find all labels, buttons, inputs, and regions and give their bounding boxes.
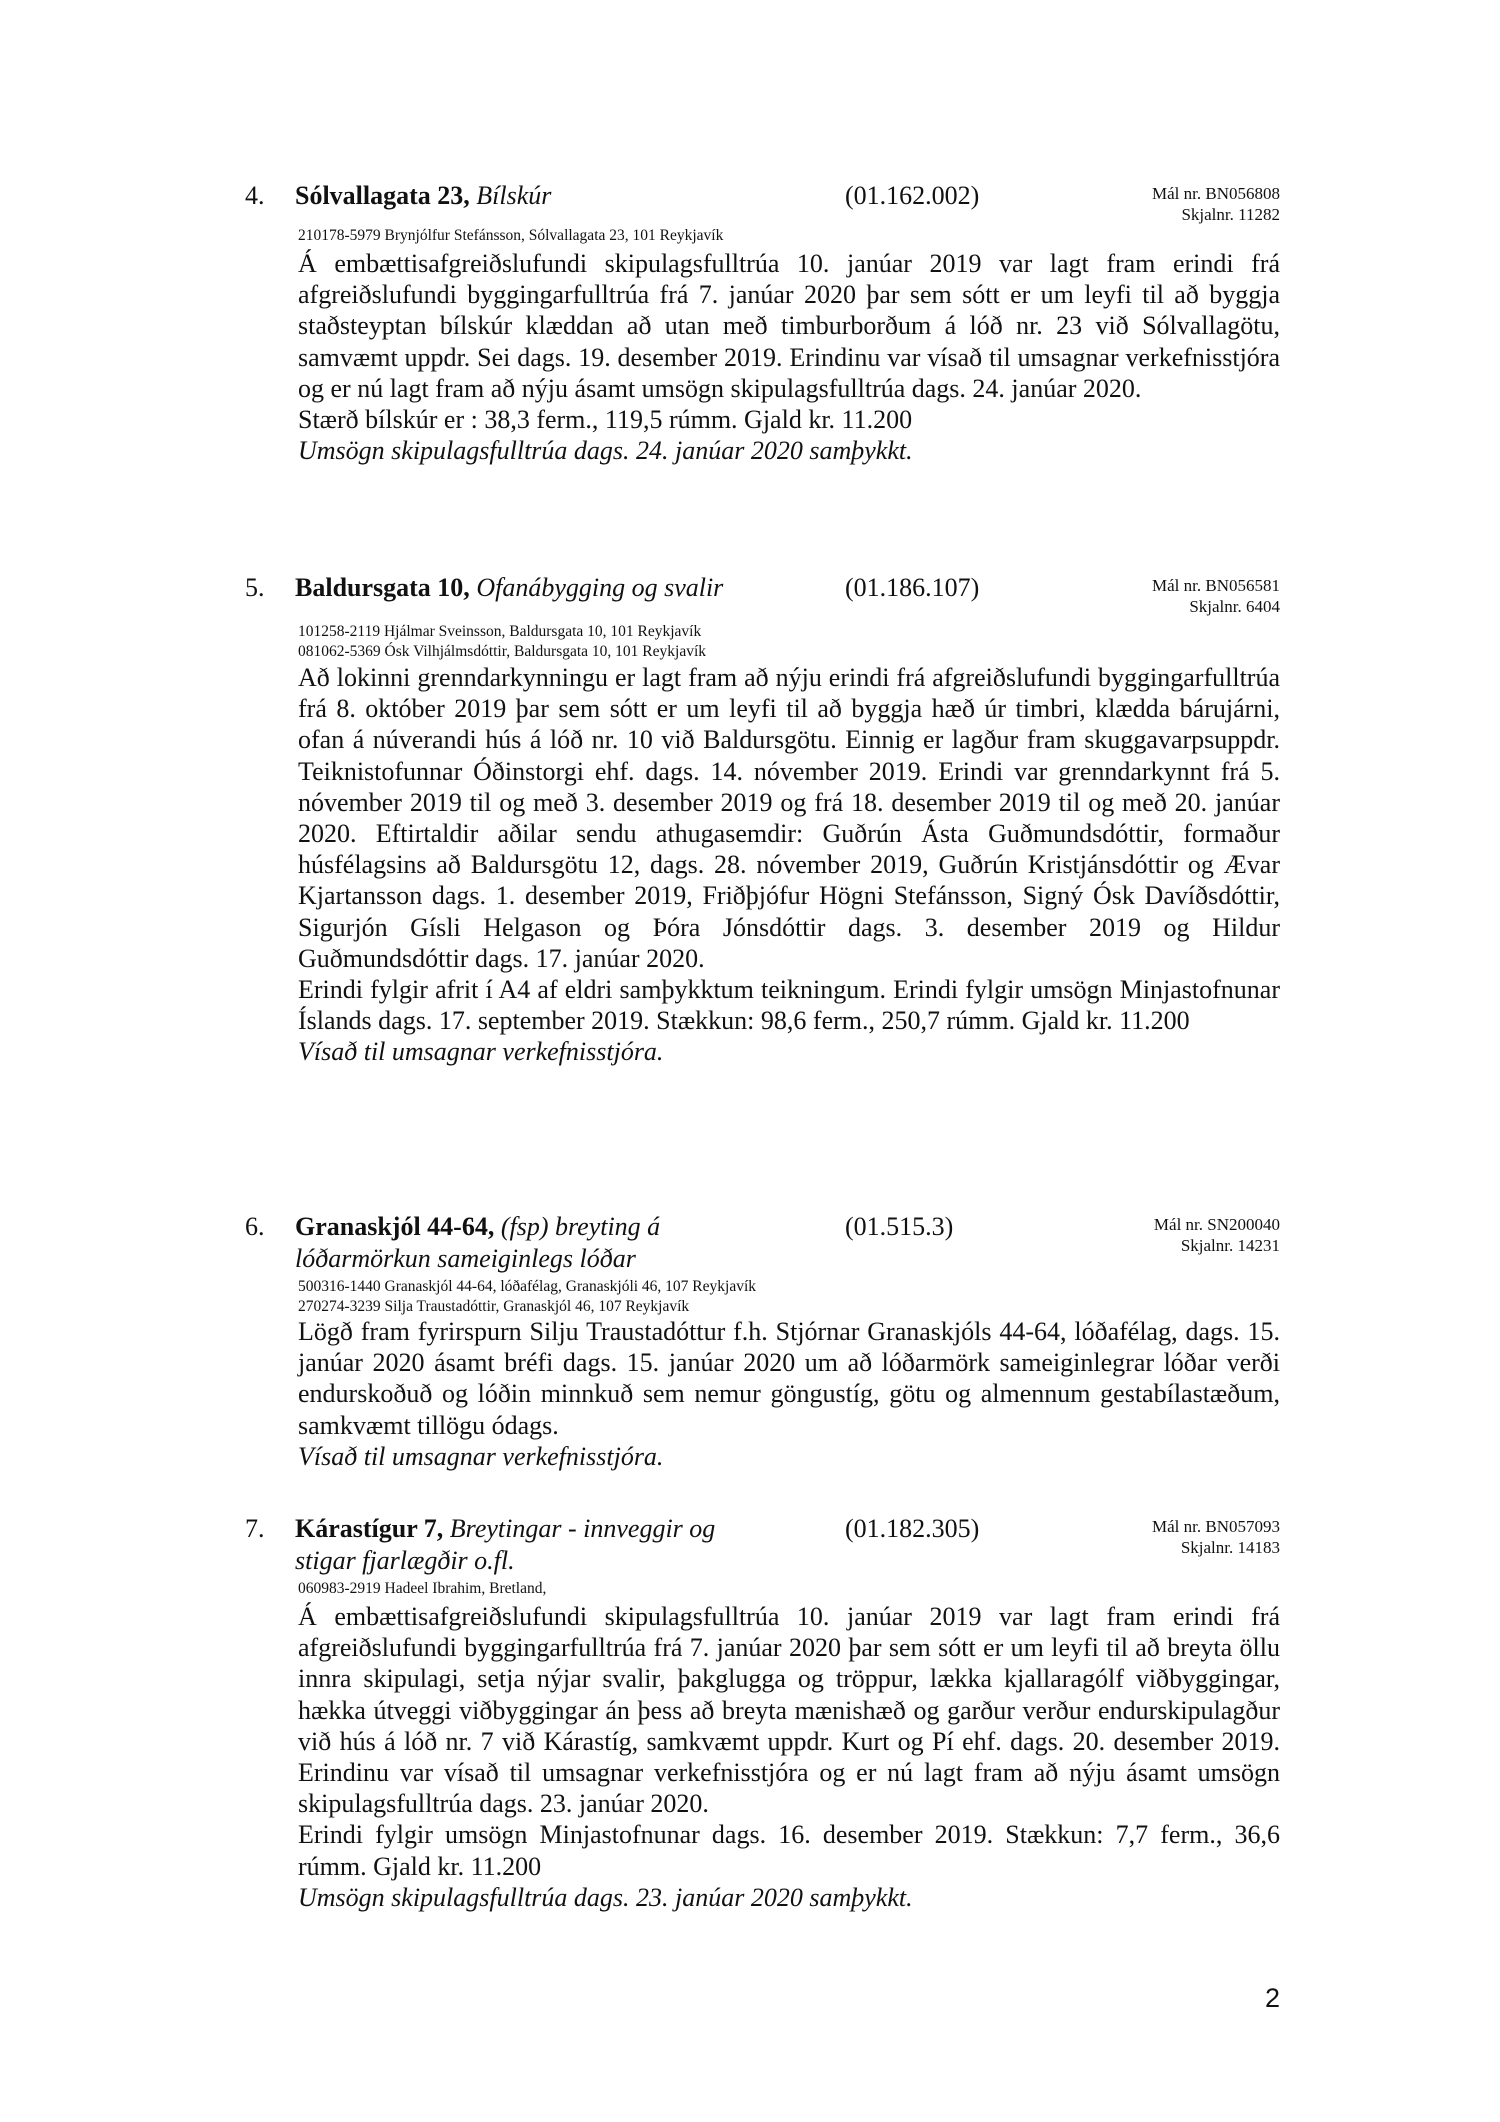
item-heading (295, 180, 815, 212)
mal-nr: Mál nr. SN200040 (1153, 1215, 1280, 1234)
owners (298, 1277, 756, 1317)
owner-line: 060983-2919 Hadeel Ibrahim, Bretland, (298, 1580, 547, 1597)
item-number: 4. (245, 181, 265, 210)
case-reference (1154, 1214, 1280, 1256)
item-address: Kárastígur 7, (295, 1514, 444, 1543)
land-code: (01.186.107) (845, 573, 980, 602)
item-number: 7. (245, 1514, 265, 1543)
item-stats: Erindi fylgir umsögn Minjastofnunar dags. 16. desember 2019. Stækkun: 7,7 ferm., 36,6 rúmm. Gjald kr. 11.200 (298, 1820, 1280, 1881)
item-text: Að lokinni grenndarkynningu er lagt fram að nýju erindi frá afgreiðslufundi byggingarfulltrúa frá 8. október 2019 þar sem sótt er um leyfi til að byggja hæð úr timbri, klædda bárujárni, ofan á núverandi hús á lóð nr. 10 við Baldursgötu. Einnig er lagður fram skuggavarpsuppdr. Teiknistofunnar Óðinstorgi ehf. dags. 14. nóvember 2019. Erindi var grenndarkynnt frá 5. nóvember 2019 til og með 3. desember 2019 og frá 18. desember 2019 til og með 20. janúar 2020. Eftirtaldir aðilar sendu athugasemdir: Guðrún Ásta Guðmundsdóttir, formaður húsfélagsins að Baldursgötu 12, dags. 28. nóvember 2019, Guðrún Kristjánsdóttir og Ævar Kjartansson dags. 1. desember 2019, Friðþjófur Högni Stefánsson, Signý Ósk Davíðsdóttir, Sigurjón Gísli Helgason og Þóra Jónsdóttir dags. 3. desember 2019 og Hildur Guðmundsdóttir dags. 17. janúar 2020. (298, 663, 1280, 973)
owners (298, 226, 723, 246)
item-text: Á embættisafgreiðslufundi skipulagsfulltrúa 10. janúar 2019 var lagt fram erindi frá afgreiðslufundi byggingarfulltrúa frá 7. janúar 2020 þar sem sótt er um leyfi til að breyta öllu innra skipulagi, setja nýjar svalir, þakglugga og tröppur, lækka kjallaragólf viðbyggingar, hækka útveggi viðbyggingar án þess að breyta mænishæð og garður verður endurskipulagður við hús á lóð nr. 7 við Kárastíg, samkvæmt uppdr. Kurt og Pí ehf. dags. 20. desember 2019. Erindinu var vísað til umsagnar verkefnisstjóra og er nú lagt fram að nýju ásamt umsögn skipulagsfulltrúa dags. 23. janúar 2020. (298, 1602, 1280, 1819)
item-text: Lögð fram fyrirspurn Silju Traustadóttur f.h. Stjórnar Granaskjóls 44-64, lóðafélag, dags. 15. janúar 2020 ásamt bréfi dags. 15. janúar 2020 um að lóðarmörk sameiginlegrar lóðar verði endurskoðuð og lóðin minnkuð sem nemur göngustíg, götu og almennum gestabílastæðum, samkvæmt tillögu ódags. (298, 1317, 1280, 1440)
item-address: Sólvallagata 23, (295, 181, 470, 210)
owner-line: 270274-3239 Silja Traustadóttir, Granaskjól 46, 107 Reykjavík (298, 1298, 690, 1315)
owner-line: 210178-5979 Brynjólfur Stefánsson, Sólvallagata 23, 101 Reykjavík (298, 227, 724, 244)
case-reference (1152, 575, 1280, 617)
case-reference (1152, 183, 1280, 225)
skjal-nr: Skjalnr. 14231 (1180, 1236, 1280, 1255)
item-subject: (fsp) breyting á lóðarmörkun sameiginlegs lóðar (295, 1212, 661, 1273)
item-decision: Umsögn skipulagsfulltrúa dags. 24. janúar 2020 samþykkt. (298, 436, 913, 466)
item-decision: Vísað til umsagnar verkefnisstjóra. (298, 1037, 664, 1067)
page-number: 2 (1264, 1983, 1280, 2013)
item-decision: Umsögn skipulagsfulltrúa dags. 23. janúar 2020 samþykkt. (298, 1882, 913, 1912)
owner-line: 500316-1440 Granaskjól 44-64, lóðafélag, Granaskjóli 46, 107 Reykjavík (298, 1278, 757, 1295)
item-heading (295, 572, 815, 604)
item-subject: Ofanábygging og svalir (476, 573, 724, 602)
land-code: (01.182.305) (845, 1514, 980, 1543)
skjal-nr: Skjalnr. 14183 (1180, 1538, 1280, 1557)
item-number: 6. (245, 1212, 265, 1241)
item-address: Granaskjól 44-64, (295, 1212, 495, 1241)
land-code: (01.515.3) (845, 1212, 954, 1241)
mal-nr: Mál nr. BN056581 (1152, 576, 1280, 595)
land-code: (01.162.002) (845, 181, 980, 210)
case-reference (1152, 1516, 1280, 1558)
owner-line: 081062-5369 Ósk Vilhjálmsdóttir, Baldursgata 10, 101 Reykjavík (298, 643, 707, 660)
skjal-nr: Skjalnr. 11282 (1181, 205, 1280, 224)
item-stats: Erindi fylgir afrit í A4 af eldri samþykktum teikningum. Erindi fylgir umsögn Minjastofnunar Íslands dags. 17. september 2019. Stækkun: 98,6 ferm., 250,7 rúmm. Gjald kr. 11.200 (298, 975, 1280, 1036)
item-heading (295, 1211, 735, 1275)
item-stats: Stærð bílskúr er : 38,3 ferm., 119,5 rúmm. Gjald kr. 11.200 (298, 405, 913, 435)
item-number: 5. (245, 573, 265, 602)
item-subject: Bílskúr (476, 181, 552, 210)
item-address: Baldursgata 10, (295, 573, 470, 602)
item-body (298, 1316, 1280, 1472)
item-text: Á embættisafgreiðslufundi skipulagsfulltrúa 10. janúar 2019 var lagt fram erindi frá afgreiðslufundi byggingarfulltrúa frá 7. janúar 2020 þar sem sótt er um leyfi til að byggja staðsteyptan bílskúr klæddan að utan með timburborðum á lóð nr. 23 við Sólvallagötu, samvæmt uppdr. Sei dags. 19. desember 2019. Erindinu var vísað til umsagnar verkefnisstjóra og er nú lagt fram að nýju ásamt umsögn skipulagsfulltrúa dags. 24. janúar 2020. (298, 249, 1280, 403)
item-decision: Vísað til umsagnar verkefnisstjóra. (298, 1441, 664, 1471)
item-body (298, 248, 1280, 466)
item-body (298, 662, 1280, 1068)
owners (298, 622, 706, 662)
item-heading (295, 1513, 765, 1577)
item-subject: Breytingar - innveggir og stigar fjarlægðir o.fl. (295, 1514, 716, 1575)
skjal-nr: Skjalnr. 6404 (1189, 597, 1280, 616)
owner-line: 101258-2119 Hjálmar Sveinsson, Baldursgata 10, 101 Reykjavík (298, 623, 702, 640)
owners (298, 1579, 546, 1599)
item-body (298, 1601, 1280, 1913)
mal-nr: Mál nr. BN057093 (1152, 1517, 1280, 1536)
mal-nr: Mál nr. BN056808 (1152, 184, 1280, 203)
